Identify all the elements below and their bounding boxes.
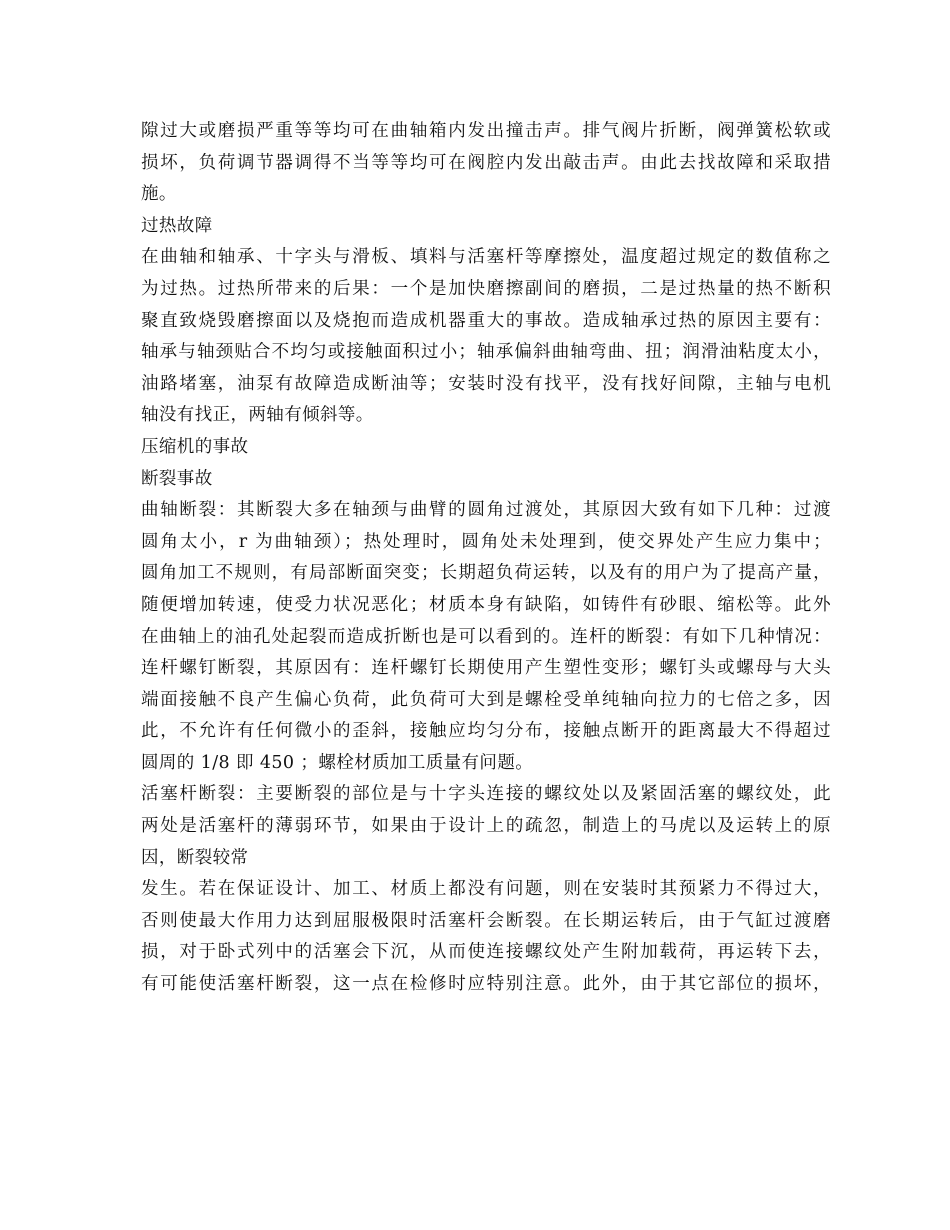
text-line: 圆角加工不规则，有局部断面突变；长期超负荷运转，以及有的用户为了提高产量， [141,563,831,584]
text-line: 随便增加转速，使受力状况恶化；材质本身有缺陷，如铸件有砂眼、缩松等。此外 [141,594,831,615]
text-line: 压缩机的事故 [141,436,249,457]
text-line: 否则使最大作用力达到屈服极限时活塞杆会断裂。在长期运转后，由于气缸过渡磨 [141,910,831,931]
text-line: 有可能使活塞杆断裂，这一点在检修时应特别注意。此外，由于其它部位的损坏， [141,974,831,995]
text-line: 因，断裂较常 [141,847,249,868]
text-line: 端面接触不良产生偏心负荷，此负荷可大到是螺栓受单纯轴向拉力的七倍之多，因 [141,689,831,710]
text-line: 轴承与轴颈贴合不均匀或接触面积过小；轴承偏斜曲轴弯曲、扭；润滑油粘度太小， [141,342,831,363]
text-line: 在曲轴上的油孔处起裂而造成折断也是可以看到的。连杆的断裂：有如下几种情况： [141,626,831,647]
text-line: 此，不允许有任何微小的歪斜，接触应均匀分布，接触点断开的距离最大不得超过 [141,721,831,742]
text-line: 曲轴断裂：其断裂大多在轴颈与曲臂的圆角过渡处，其原因大致有如下几种：过渡 [141,500,831,521]
text-line: 隙过大或磨损严重等等均可在曲轴箱内发出撞击声。排气阀片折断，阀弹簧松软或 [141,121,831,141]
text-line: 断裂事故 [141,468,213,489]
text-line: 油路堵塞，油泵有故障造成断油等；安装时没有找平，没有找好间隙，主轴与电机 [141,373,831,394]
text-line: 聚直致烧毁磨擦面以及烧抱而造成机器重大的事故。造成轴承过热的原因主要有： [141,310,831,331]
text-line: 为过热。过热所带来的后果：一个是加快磨擦副间的磨损，二是过热量的热不断积 [141,278,831,299]
text-line: 发生。若在保证设计、加工、材质上都没有问题，则在安装时其预紧力不得过大， [141,879,831,900]
text-line: 活塞杆断裂：主要断裂的部位是与十字头连接的螺纹处以及紧固活塞的螺纹处，此 [141,784,831,805]
text-line: 损，对于卧式列中的活塞会下沉，从而使连接螺纹处产生附加载荷，再运转下去， [141,942,831,963]
text-line: 连杆螺钉断裂，其原因有：连杆螺钉长期使用产生塑性变形；螺钉头或螺母与大头 [141,658,831,679]
text-line: 圆角太小，r 为曲轴颈）；热处理时，圆角处未处理到，使交界处产生应力集中； [141,531,831,552]
text-line: 两处是活塞杆的薄弱环节，如果由于设计上的疏忽，制造上的马虎以及运转上的原 [141,816,831,837]
text-line: 在曲轴和轴承、十字头与滑板、填料与活塞杆等摩擦处，温度超过规定的数值称之 [141,247,831,268]
text-line: 损坏，负荷调节器调得不当等等均可在阀腔内发出敲击声。由此去找故障和采取措 [141,152,831,173]
text-line: 轴没有找正，两轴有倾斜等。 [141,405,374,426]
text-line: 施。 [141,184,177,205]
text-line: 过热故障 [141,215,213,236]
text-line: 圆周的 1/8 即 450 ；螺栓材质加工质量有问题。 [141,752,534,773]
document-body-text [141,116,831,1001]
